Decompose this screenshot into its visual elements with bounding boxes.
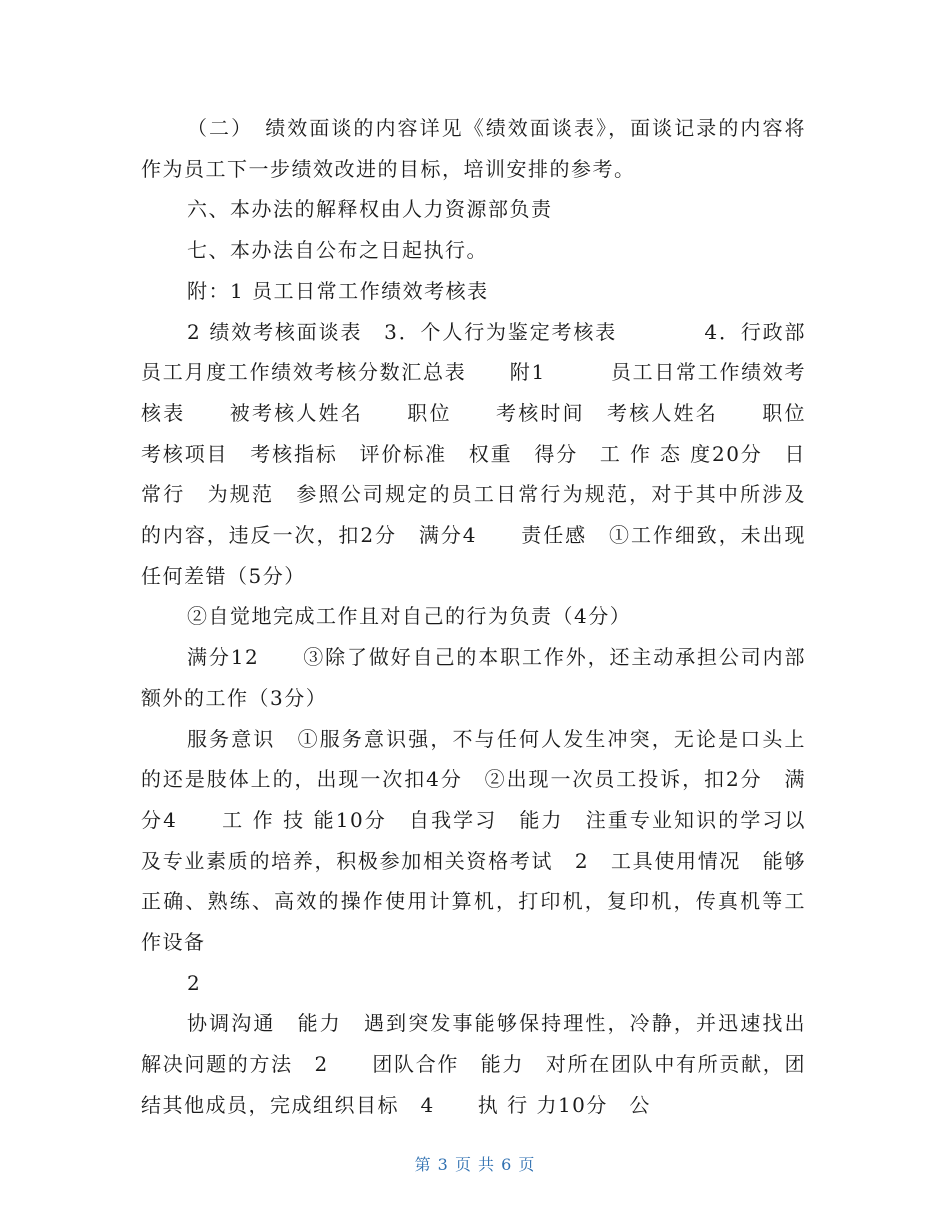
paragraph-interview-content: （二） 绩效面谈的内容详见《绩效面谈表》，面谈记录的内容将作为员工下一步绩效改进的目标，培训安排的参考。	[141, 116, 806, 181]
paragraph-appendix-list-table: 2 绩效考核面谈表 3．个人行为鉴定考核表 4．行政部员工月度工作绩效考核分数汇总表 附1 员工日常工作绩效考核表 被考核人姓名 职位 考核时间 考核人姓名 职位 考核项目 考核指标 评价标准 权重 得分 工 作 态 度20分 日常行 为规范 参照公司规定的员工日常行为规范，对于其中所涉及的内容，违反一次，扣2分 满分4 责任感 ①工作细致，未出现任何差错（5分）	[141, 319, 871, 588]
paragraph-weight-value: 2	[187, 970, 202, 995]
paragraph-effective-date: 七、本办法自公布之日起执行。	[187, 238, 488, 263]
paragraph-service-awareness: 服务意识 ①服务意识强，不与任何人发生冲突，无论是口头上的还是肢体上的，出现一次扣4分 ②出现一次员工投诉，扣2分 满分4 工 作 技 能10分 自我学习 能力 注重专业知识的学习以及专业素质的培养，积极参加相关资格考试 2 工具使用情况 能够正确、熟练、高效的操作使用计算机，打印机，复印机，传真机等工作设备	[141, 726, 806, 955]
paragraph-responsibility-item: ②自觉地完成工作且对自己的行为负责（4分）	[187, 604, 632, 629]
paragraph-communication: 协调沟通 能力 遇到突发事能够保持理性，冷静，并迅速找出解决问题的方法 2 团队合作 能力 对所在团队中有所贡献，团结其他成员，完成组织目标 4 执 行 力10分 公	[141, 1011, 806, 1117]
paragraph-full-score-12: 满分12 ③除了做好自己的本职工作外，还主动承担公司内部额外的工作（3分）	[141, 645, 806, 710]
paragraph-appendix: 附：1 员工日常工作绩效考核表	[187, 278, 489, 303]
page-number-footer: 第 3 页 共 6 页	[414, 1155, 536, 1174]
paragraph-interpretation-right: 六、本办法的解释权由人力资源部负责	[187, 197, 553, 222]
document-body	[141, 108, 871, 1126]
